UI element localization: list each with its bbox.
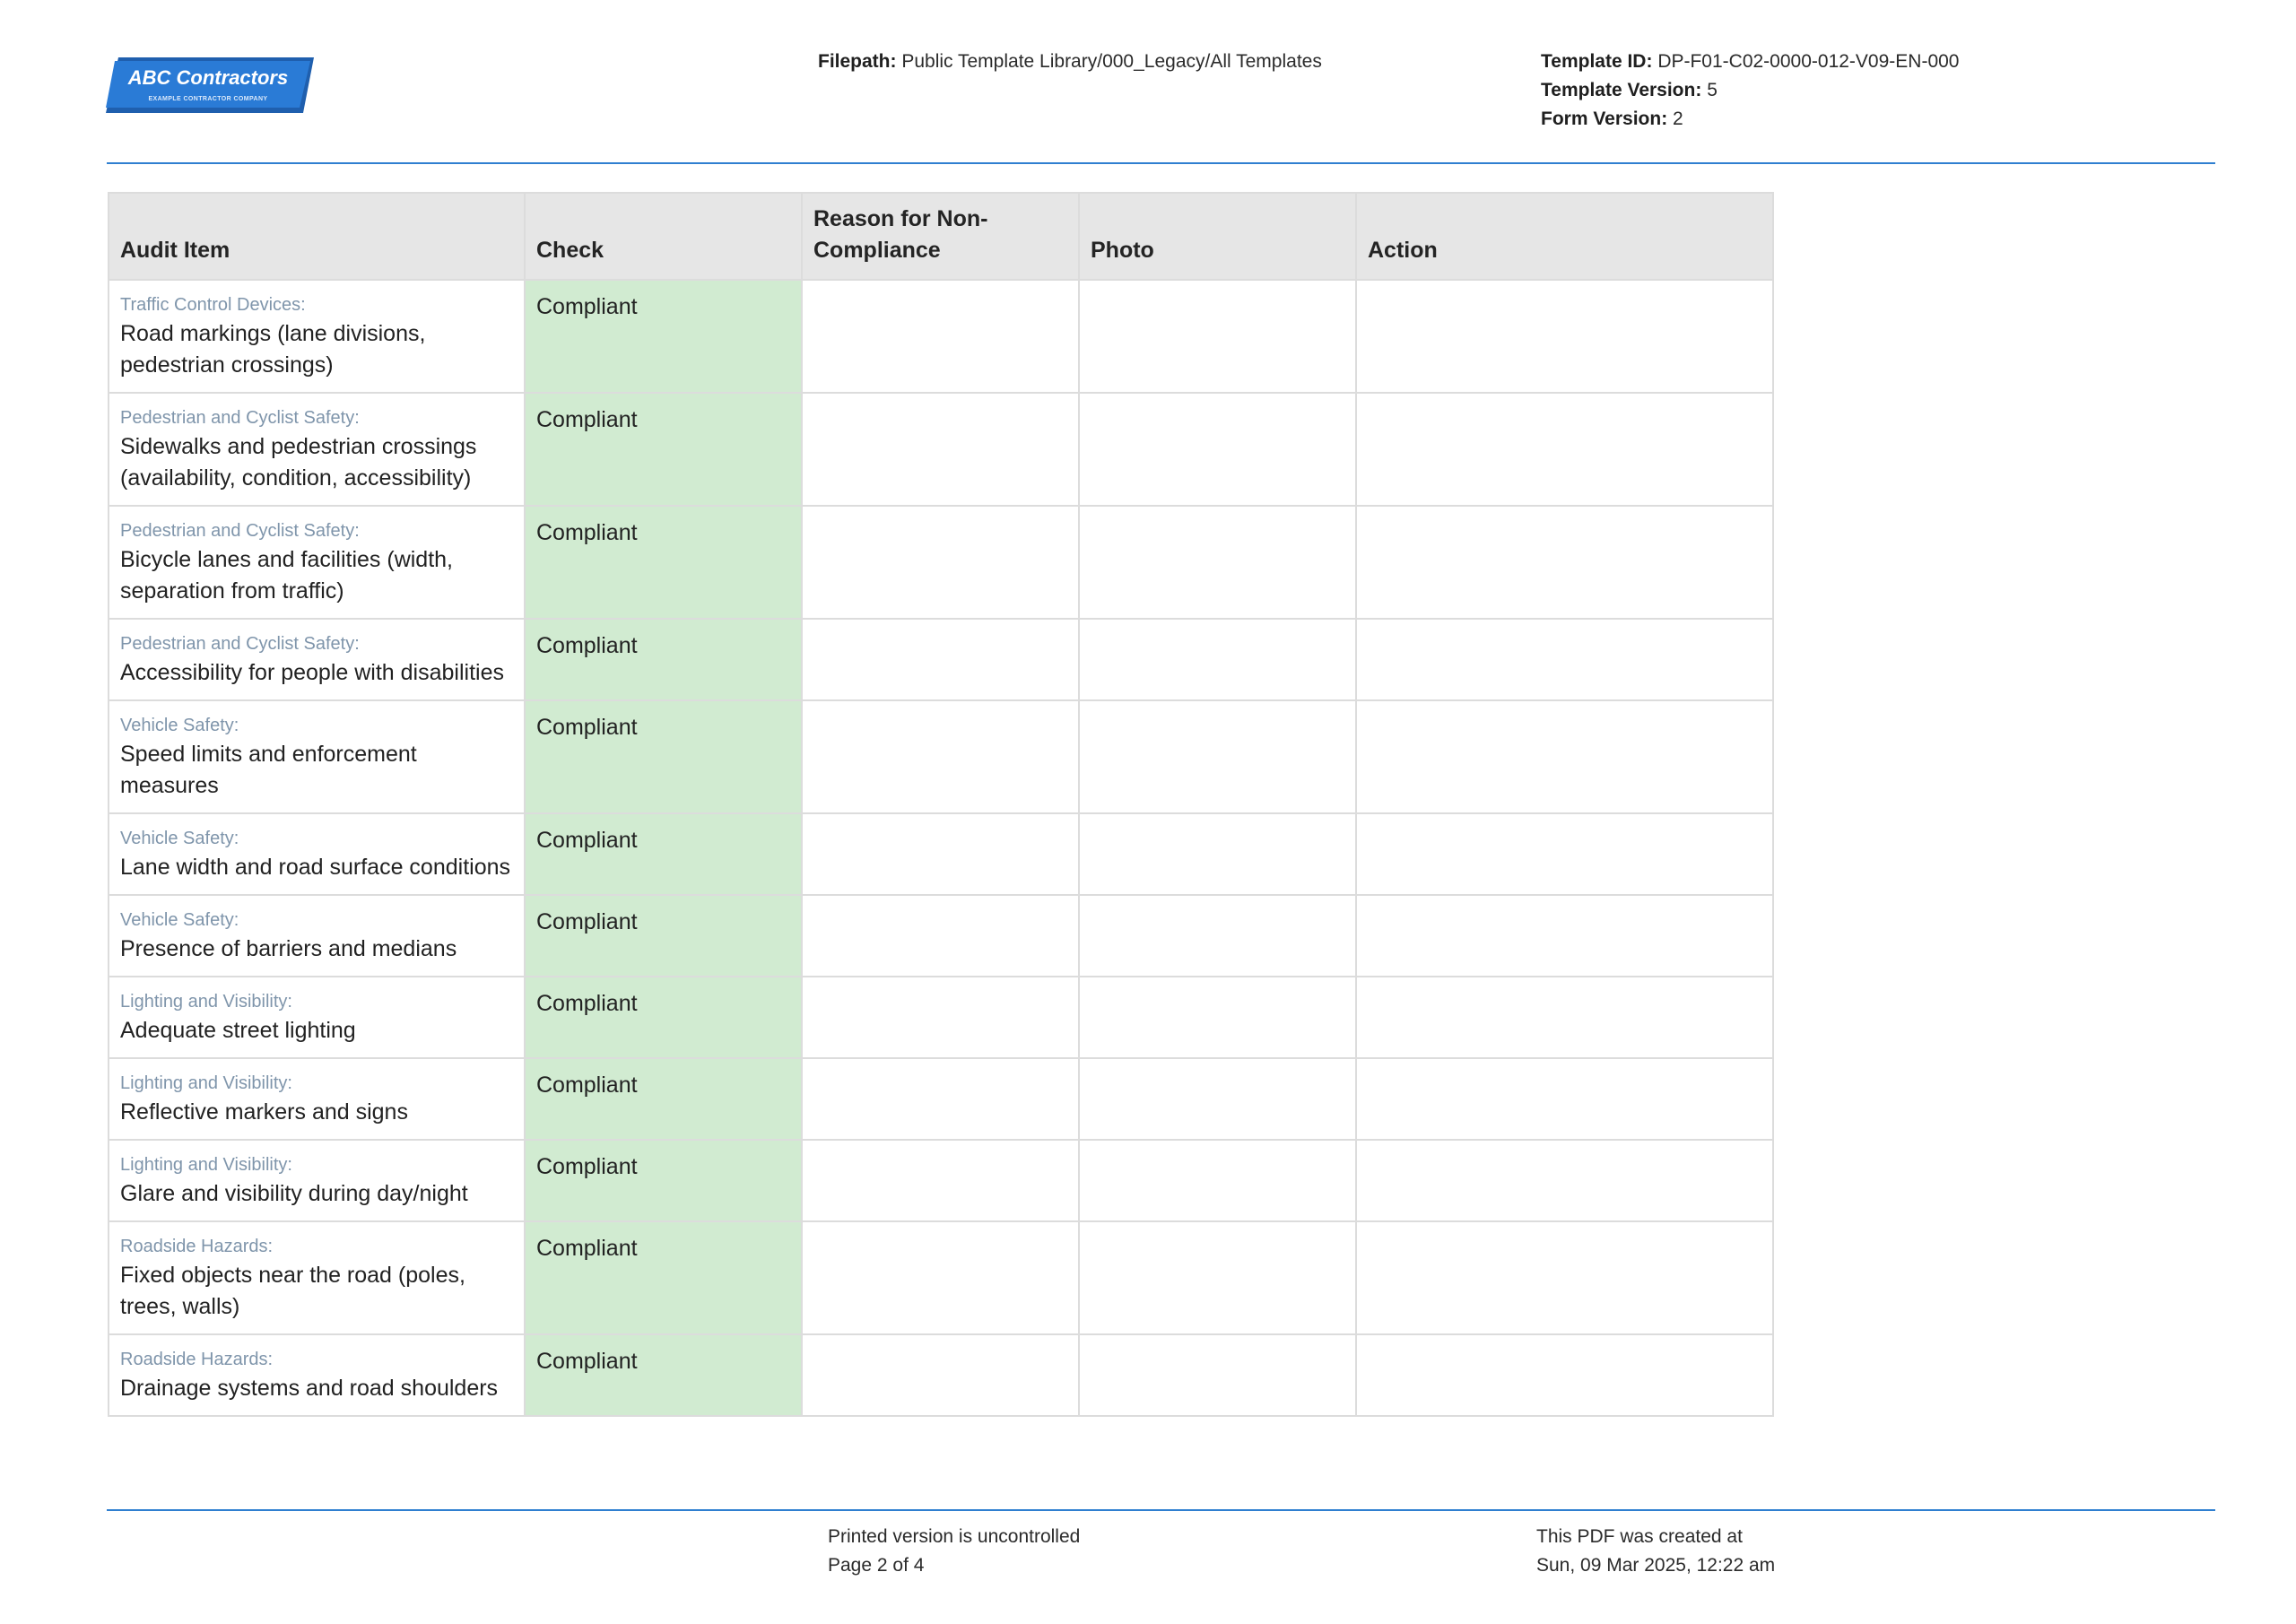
reason-cell [802,393,1079,506]
reason-cell [802,506,1079,619]
photo-cell [1079,977,1356,1058]
audit-item-cell [109,813,525,895]
photo-cell [1079,1058,1356,1140]
template-version [1541,76,1959,105]
photo-cell [1079,619,1356,700]
created-date: Sun, 09 Mar 2025, 12:22 am [1536,1555,1776,1576]
audit-item-cell [109,1334,525,1416]
audit-category: Lighting and Visibility: [120,1073,292,1093]
check-cell: Compliant [525,619,802,700]
audit-item-text: Sidewalks and pedestrian crossings (availability, condition, accessibility) [120,434,477,491]
audit-category: Roadside Hazards: [120,1237,274,1256]
audit-item-cell [109,1058,525,1140]
reason-cell [802,813,1079,895]
table-row [109,1058,1773,1140]
column-header-check: Check [525,193,802,280]
photo-cell [1079,700,1356,813]
audit-item-cell [109,895,525,977]
action-cell [1356,977,1773,1058]
photo-cell [1079,813,1356,895]
audit-item-cell [109,1221,525,1334]
audit-category: Pedestrian and Cyclist Safety: [120,521,360,541]
reason-cell [802,1140,1079,1221]
photo-cell [1079,280,1356,393]
table-row [109,895,1773,977]
audit-item-cell [109,506,525,619]
table-row [109,393,1773,506]
template-id-value: DP-F01-C02-0000-012-V09-EN-000 [1657,51,1960,72]
audit-item-text: Adequate street lighting [120,1018,356,1043]
audit-item-text: Presence of barriers and medians [120,936,457,961]
audit-item-cell [109,700,525,813]
action-cell [1356,506,1773,619]
check-cell: Compliant [525,700,802,813]
table-row [109,280,1773,393]
audit-item-text: Fixed objects near the road (poles, trees, walls) [120,1263,465,1319]
column-header-audit-item: Audit Item [109,193,525,280]
audit-table [108,192,1774,1417]
photo-cell [1079,895,1356,977]
footer-divider [107,1509,2215,1511]
template-id-label: Template ID: [1541,51,1653,72]
audit-category: Roadside Hazards: [120,1350,274,1369]
template-id [1541,48,1959,76]
photo-cell [1079,393,1356,506]
check-cell: Compliant [525,1058,802,1140]
check-cell: Compliant [525,977,802,1058]
check-cell: Compliant [525,506,802,619]
table-row [109,700,1773,813]
audit-item-text: Speed limits and enforcement measures [120,742,417,798]
filepath-value: Public Template Library/000_Legacy/All Templates [901,51,1322,72]
reason-cell [802,1058,1079,1140]
photo-cell [1079,1334,1356,1416]
action-cell [1356,700,1773,813]
audit-table-body [109,280,1773,1416]
audit-category: Lighting and Visibility: [120,992,292,1012]
column-header-photo: Photo [1079,193,1356,280]
table-row [109,1140,1773,1221]
photo-cell [1079,1221,1356,1334]
check-cell: Compliant [525,1334,802,1416]
audit-category: Pedestrian and Cyclist Safety: [120,408,360,428]
check-cell: Compliant [525,1140,802,1221]
table-header-row [109,193,1773,280]
template-version-label: Template Version: [1541,80,1702,100]
audit-item-text: Lane width and road surface conditions [120,855,511,880]
photo-cell [1079,1140,1356,1221]
audit-item-text: Drainage systems and road shoulders [120,1376,499,1401]
audit-item-cell [109,280,525,393]
action-cell [1356,1334,1773,1416]
template-info [1541,48,1959,134]
audit-item-text: Bicycle lanes and facilities (width, separation from traffic) [120,547,453,604]
uncontrolled-notice: Printed version is uncontrolled [828,1526,1081,1547]
check-cell: Compliant [525,393,802,506]
reason-cell [802,619,1079,700]
audit-item-cell [109,977,525,1058]
footer-right [1536,1523,1775,1580]
reason-cell [802,1221,1079,1334]
check-cell: Compliant [525,1221,802,1334]
photo-cell [1079,506,1356,619]
table-row [109,1334,1773,1416]
check-cell: Compliant [525,813,802,895]
filepath [818,48,1322,76]
action-cell [1356,895,1773,977]
form-version [1541,105,1959,134]
action-cell [1356,1140,1773,1221]
audit-category: Traffic Control Devices: [120,295,306,315]
action-cell [1356,813,1773,895]
table-row [109,1221,1773,1334]
logo-tagline: EXAMPLE CONTRACTOR COMPANY [148,96,268,102]
filepath-label: Filepath: [818,51,897,72]
table-row [109,506,1773,619]
reason-cell [802,895,1079,977]
page-number: Page 2 of 4 [828,1555,925,1576]
table-row [109,813,1773,895]
column-header-reason: Reason for Non-Compliance [802,193,1079,280]
column-header-action: Action [1356,193,1773,280]
table-row [109,619,1773,700]
action-cell [1356,280,1773,393]
audit-category: Pedestrian and Cyclist Safety: [120,634,360,654]
template-version-value: 5 [1707,80,1718,100]
reason-cell [802,1334,1079,1416]
audit-item-cell [109,619,525,700]
action-cell [1356,393,1773,506]
check-cell: Compliant [525,280,802,393]
created-label: This PDF was created at [1536,1526,1743,1547]
audit-item-text: Reflective markers and signs [120,1099,408,1125]
audit-item-text: Accessibility for people with disabilities [120,660,504,685]
header-divider [107,162,2215,164]
form-version-value: 2 [1673,109,1683,129]
audit-item-text: Road markings (lane divisions, pedestrian crossings) [120,321,426,378]
reason-cell [802,700,1079,813]
audit-item-cell [109,1140,525,1221]
audit-category: Vehicle Safety: [120,910,239,930]
table-row [109,977,1773,1058]
reason-cell [802,280,1079,393]
check-cell: Compliant [525,895,802,977]
audit-item-text: Glare and visibility during day/night [120,1181,468,1206]
footer-center [828,1523,1080,1580]
logo-name: ABC Contractors [127,66,289,89]
action-cell [1356,1058,1773,1140]
reason-cell [802,977,1079,1058]
action-cell [1356,619,1773,700]
action-cell [1356,1221,1773,1334]
audit-category: Vehicle Safety: [120,829,239,848]
audit-category: Lighting and Visibility: [120,1155,292,1175]
form-version-label: Form Version: [1541,109,1668,129]
audit-category: Vehicle Safety: [120,716,239,735]
company-logo [106,57,314,120]
audit-item-cell [109,393,525,506]
